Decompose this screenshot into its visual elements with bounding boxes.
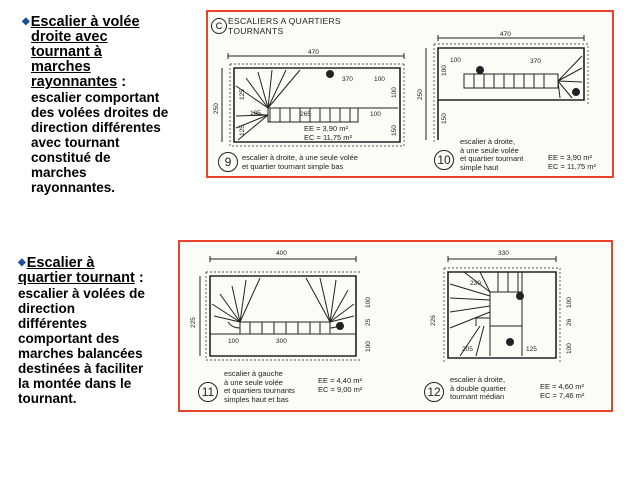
definition-line: escalier comportant xyxy=(31,90,160,105)
heading-line: Escalier à xyxy=(26,255,95,271)
figure-caption xyxy=(224,370,295,404)
dimension-label: 370 xyxy=(530,58,541,65)
dimension-label: 125 xyxy=(239,125,246,136)
ec-value: EC = 11,75 m² xyxy=(304,133,353,142)
figure-number-badge: 11 xyxy=(198,382,218,402)
area-values xyxy=(304,124,352,142)
ec-value: EC = 11,75 m² xyxy=(548,162,597,171)
definition-line: escalier à volées de xyxy=(18,286,145,301)
definition-line: destinées à faciliter xyxy=(18,361,144,376)
stair-plans-top-panel xyxy=(206,10,614,178)
stair-plans-bottom-panel xyxy=(178,240,613,412)
definition-line: constitué de xyxy=(31,150,111,165)
caption-line: escalier à gauche xyxy=(224,369,283,378)
caption-line: et quartiers tournants xyxy=(224,386,295,395)
dimension-label: 330 xyxy=(498,250,509,257)
figure-caption xyxy=(242,154,358,171)
ee-value: EE = 4,60 m² xyxy=(540,382,584,391)
caption-line: à double quartier xyxy=(450,383,507,393)
dimension-label: 100 xyxy=(441,65,448,76)
dimension-label: 226 xyxy=(430,315,437,326)
dimension-label: 230 xyxy=(470,280,481,287)
dimension-label: 100 xyxy=(370,111,381,118)
dimension-label: 100 xyxy=(566,343,573,354)
dimension-label: 400 xyxy=(276,250,287,257)
definition-line: tournant. xyxy=(18,391,77,406)
figure-number-badge: 10 xyxy=(434,150,454,170)
definition-line: des volées droites de xyxy=(31,105,169,120)
caption-line: et quartier tournant simple bas xyxy=(242,161,344,171)
ec-value: EC = 7,46 m² xyxy=(540,391,585,400)
dimension-label: 265 xyxy=(300,111,311,118)
area-values xyxy=(318,376,362,394)
dimension-label: 100 xyxy=(391,87,398,98)
definition-line: comportant des xyxy=(18,331,120,346)
caption-line: escalier à droite, xyxy=(460,137,516,146)
dimension-label: 100 xyxy=(566,297,573,308)
dimension-label: 150 xyxy=(441,113,448,124)
heading-line: droite avec xyxy=(31,29,108,45)
ee-value: EE = 4,40 m² xyxy=(318,376,362,385)
ee-value: EE = 3,90 m² xyxy=(304,124,348,133)
dimension-label: 205 xyxy=(462,346,473,353)
definition-line: marches xyxy=(31,165,87,180)
dimension-label: 470 xyxy=(500,31,511,38)
area-values xyxy=(548,153,596,171)
dimension-label: 100 xyxy=(365,341,372,352)
dimension-label: 100 xyxy=(450,57,461,64)
dimension-label: 250 xyxy=(213,103,220,114)
caption-line: et quartier tournant xyxy=(460,154,524,163)
definition-text xyxy=(31,90,197,195)
dimension-label: 470 xyxy=(308,49,319,56)
heading-line: rayonnantes xyxy=(31,74,118,90)
dimension-label: 225 xyxy=(190,317,197,328)
figure-caption xyxy=(450,376,506,402)
text-block-volee-droite xyxy=(22,14,197,195)
ec-value: EC = 9,00 m² xyxy=(318,385,363,394)
dimension-label: 125 xyxy=(526,346,537,353)
definition-line: rayonnantes. xyxy=(31,180,116,195)
section-letter-badge: C xyxy=(211,18,227,34)
heading-colon: : xyxy=(134,270,144,286)
figure-number-badge: 12 xyxy=(424,382,444,402)
definition-line: direction différentes xyxy=(31,120,161,135)
dimension-label: 26 xyxy=(566,318,573,326)
figure-number-badge: 9 xyxy=(218,152,238,172)
caption-line: escalier à droite, à une seule volée xyxy=(242,153,358,162)
caption-line: tournant médian xyxy=(450,392,505,401)
heading-colon: : xyxy=(117,74,127,90)
dimension-label: 370 xyxy=(342,76,353,83)
dimension-label: 25 xyxy=(365,318,372,326)
caption-line: simples haut et bas xyxy=(224,394,289,404)
caption-line: à une seule volée xyxy=(224,377,283,387)
heading-line: tournant à xyxy=(31,44,102,60)
section-title-line: TOURNANTS xyxy=(228,26,284,36)
caption-line: simple haut xyxy=(460,162,499,172)
dimension-label: 100 xyxy=(228,338,239,345)
dimension-label: 150 xyxy=(391,125,398,136)
section-title-line: ESCALIERS A QUARTIERS xyxy=(228,16,341,26)
heading-line: quartier tournant xyxy=(18,270,135,286)
dimension-label: 250 xyxy=(417,89,424,100)
dimension-label: 300 xyxy=(276,338,287,345)
figure-caption xyxy=(460,138,523,172)
caption-line: escalier à droite, xyxy=(450,375,506,384)
definition-text xyxy=(18,286,183,406)
diamond-bullet-icon: ◆ xyxy=(22,16,30,27)
section-header xyxy=(228,16,341,36)
dimension-label: 105 xyxy=(250,110,261,117)
definition-line: la montée dans le xyxy=(18,376,132,391)
definition-line: avec tournant xyxy=(31,135,120,150)
caption-line: à une seule volée xyxy=(460,145,519,155)
text-block-quartier-tournant xyxy=(18,255,183,406)
diamond-bullet-icon: ◆ xyxy=(18,257,26,268)
definition-line: différentes xyxy=(18,316,88,331)
dimension-label: 100 xyxy=(374,76,385,83)
dimension-label: 100 xyxy=(365,297,372,308)
definition-line: direction xyxy=(18,301,76,316)
definition-line: marches balancées xyxy=(18,346,143,361)
dimension-label: 125 xyxy=(239,89,246,100)
ee-value: EE = 3,90 m² xyxy=(548,153,592,162)
heading-line: marches xyxy=(31,59,91,75)
area-values xyxy=(540,382,584,400)
heading-line: Escalier à volée xyxy=(30,14,140,30)
